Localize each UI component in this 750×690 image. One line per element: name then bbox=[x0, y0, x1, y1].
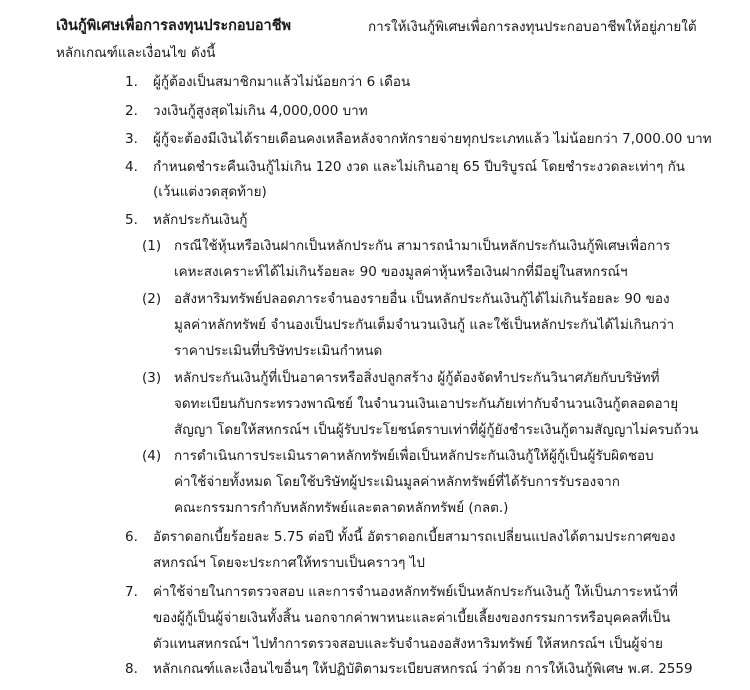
list-item-3: 3. ผู้กู้จะต้องมีเงินได้รายเดือนคงเหลือหลังจากหักรายจ่ายทุกประเภทแล้ว ไม่น้อยกว่า 7,000.00 บาท bbox=[125, 131, 712, 147]
list-item-4: 4. กำหนดชำระคืนเงินกู้ไม่เกิน 120 งวด และไม่เกินอายุ 65 ปีบริบูรณ์ โดยชำระงวดละเท่าๆ กัน bbox=[125, 159, 686, 175]
collateral-item-1: (1) กรณีใช้หุ้นหรือเงินฝากเป็นหลักประกัน สามารถนำมาเป็นหลักประกันเงินกู้พิเศษเพื่อการ bbox=[142, 238, 671, 254]
collateral-item-4: (4) การดำเนินการประเมินราคาหลักทรัพย์เพื่อเป็นหลักประกันเงินกู้ให้ผู้กู้เป็นผู้รับผิดชอบ bbox=[142, 448, 654, 464]
document-title: เงินกู้พิเศษเพื่อการลงทุนประกอบอาชีพ bbox=[56, 18, 292, 34]
list-item-2: 2. วงเงินกู้สูงสุดไม่เกิน 4,000,000 บาท bbox=[125, 103, 368, 119]
collateral-item-4-cont-2: คณะกรรมการกำกับหลักทรัพย์และตลาดหลักทรัพย์ (กลต.) bbox=[174, 500, 509, 516]
intro-text-line-1: การให้เงินกู้พิเศษเพื่อการลงทุนประกอบอาชีพให้อยู่ภายใต้ bbox=[368, 19, 697, 35]
list-item-7-cont-1: ของผู้กู้เป็นผู้จ่ายเงินทั้งสิ้น นอกจากค่าพาหนะและค่าเบี้ยเลี้ยงของกรรมการหรือบุคคลที่เป็น bbox=[153, 610, 671, 626]
collateral-item-2-cont-1: มูลค่าหลักทรัพย์ จำนองเป็นประกันเต็มจำนวนเงินกู้ และใช้เป็นหลักประกันได้ไม่เกินกว่า bbox=[174, 317, 675, 333]
collateral-item-4-cont-1: ค่าใช้จ่ายทั้งหมด โดยใช้บริษัทผู้ประเมินมูลค่าหลักทรัพย์ที่ได้รับการรับรองจาก bbox=[174, 474, 620, 490]
list-item-7-cont-2: ตัวแทนสหกรณ์ฯ ไปทำการตรวจสอบและรับจำนองอสังหาริมทรัพย์ ให้สหกรณ์ฯ เป็นผู้จ่าย bbox=[153, 636, 663, 652]
list-item-1: 1. ผู้กู้ต้องเป็นสมาชิกมาแล้วไม่น้อยกว่า 6 เดือน bbox=[125, 74, 411, 90]
list-item-4-cont: (เว้นแต่งวดสุดท้าย) bbox=[153, 184, 267, 200]
collateral-item-3: (3) หลักประกันเงินกู้ที่เป็นอาคารหรือสิ่งปลูกสร้าง ผู้กู้ต้องจัดทำประกันวินาศภัยกับบริษัทที่ bbox=[142, 370, 660, 386]
list-item-6-cont: สหกรณ์ฯ โดยจะประกาศให้ทราบเป็นคราวๆ ไป bbox=[153, 555, 425, 571]
collateral-item-3-cont-2: สัญญา โดยให้สหกรณ์ฯ เป็นผู้รับประโยชน์ตราบเท่าที่ผู้กู้ยังชำระเงินกู้ตามสัญญาไม่ครบถ้วน bbox=[174, 422, 699, 438]
collateral-item-3-cont-1: จดทะเบียนกับกระทรวงพาณิชย์ ในจำนวนเงินเอาประกันภัยเท่ากับจำนวนเงินกู้ตลอดอายุ bbox=[174, 396, 679, 412]
intro-text-line-2: หลักเกณฑ์และเงื่อนไข ดังนี้ bbox=[56, 45, 216, 61]
collateral-item-1-cont: เคหะสงเคราะห์ได้ไม่เกินร้อยละ 90 ของมูลค่าหุ้นหรือเงินฝากที่มีอยู่ในสหกรณ์ฯ bbox=[174, 264, 628, 280]
list-item-6: 6. อัตราดอกเบี้ยร้อยละ 5.75 ต่อปี ทั้งนี้ อัตราดอกเบี้ยสามารถเปลี่ยนแปลงได้ตามประกาศของ bbox=[125, 529, 676, 545]
list-item-5: 5. หลักประกันเงินกู้ bbox=[125, 212, 248, 228]
collateral-item-2: (2) อสังหาริมทรัพย์ปลอดภาระจำนองรายอื่น เป็นหลักประกันเงินกู้ได้ไม่เกินร้อยละ 90 ของ bbox=[142, 291, 670, 307]
collateral-item-2-cont-2: ราคาประเมินที่บริษัทประเมินกำหนด bbox=[174, 343, 383, 359]
list-item-7: 7. ค่าใช้จ่ายในการตรวจสอบ และการจำนองหลักทรัพย์เป็นหลักประกันเงินกู้ ให้เป็นภาระหน้าที่ bbox=[125, 584, 678, 600]
list-item-8: 8. หลักเกณฑ์และเงื่อนไขอื่นๆ ให้ปฏิบัติตามระเบียบสหกรณ์ ว่าด้วย การให้เงินกู้พิเศษ พ.ศ. 2559 bbox=[125, 661, 693, 677]
